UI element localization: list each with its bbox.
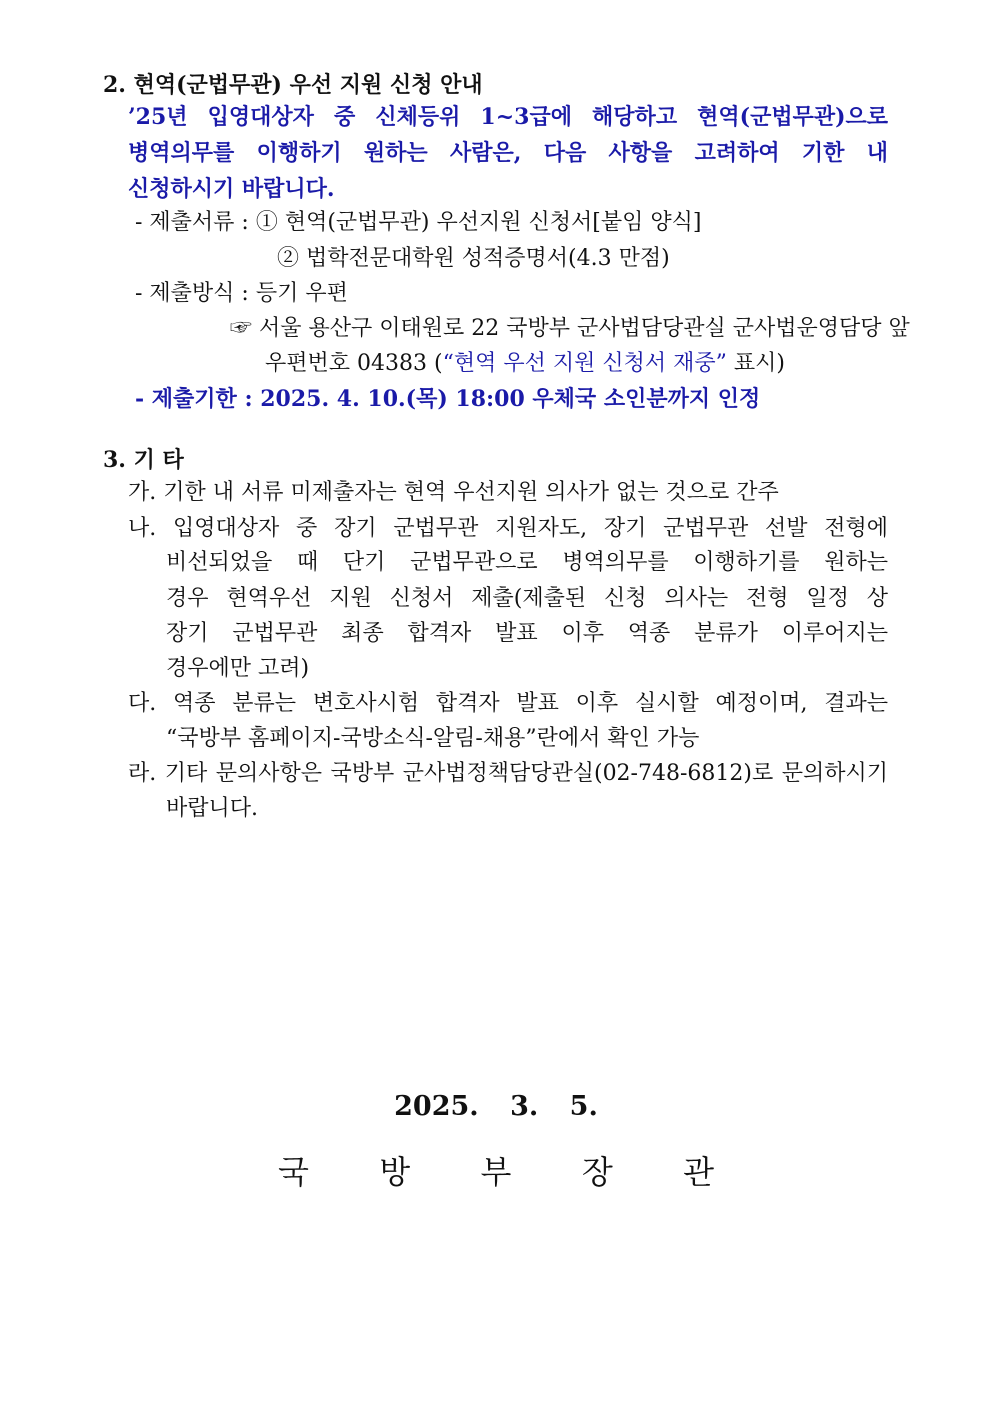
- section2-intro-line-3: 신청하시기 바랍니다.: [128, 176, 335, 202]
- submission-deadline: - 제출기한 : 2025. 4. 10.(목) 18:00 우체국 소인분까지 인정: [135, 386, 761, 412]
- envelope-marking: “현역 우선 지원 신청서 재중”: [442, 351, 727, 376]
- postal-code-suffix: 표시): [726, 351, 785, 376]
- section2-intro-line-2: 병역의무를 이행하기 원하는 사람은, 다음 사항을 고려하여 기한 내: [128, 140, 888, 166]
- section2-intro-line-1: ’25년 입영대상자 중 신체등위 1~3급에 해당하고 현역(군법무관)으로: [128, 104, 888, 130]
- postal-code-prefix: 우편번호 04383 (: [265, 351, 443, 376]
- section2-heading: 2. 현역(군법무관) 우선 지원 신청 안내: [103, 72, 483, 98]
- submission-method: - 제출방식 : 등기 우편: [135, 281, 348, 306]
- issuer-signature: 국 방 부 장 관: [278, 1153, 714, 1191]
- others-item-na-line-4: 장기 군법무관 최종 합격자 발표 이후 역종 분류가 이루어지는: [166, 621, 888, 646]
- postal-code-line: [265, 349, 785, 379]
- document-date: 2025. 3. 5.: [394, 1091, 598, 1122]
- others-item-ga: 가. 기한 내 서류 미제출자는 현역 우선지원 의사가 없는 것으로 간주: [128, 480, 779, 505]
- documents-item-2: ② 법학전문대학원 성적증명서(4.3 만점): [277, 246, 670, 271]
- others-item-na-line-5: 경우에만 고려): [166, 656, 310, 681]
- others-item-na-line-3: 경우 현역우선 지원 신청서 제출(제출된 신청 의사는 전형 일정 상: [166, 586, 888, 611]
- others-item-da-line-2: “국방부 홈페이지-국방소식-알림-채용”란에서 확인 가능: [166, 726, 700, 751]
- others-item-ra-line-2: 바랍니다.: [166, 796, 259, 821]
- others-item-na-line-2: 비선되었을 때 단기 군법무관으로 병역의무를 이행하기를 원하는: [166, 550, 888, 575]
- others-item-da-line-1: 다. 역종 분류는 변호사시험 합격자 발표 이후 실시할 예정이며, 결과는: [128, 691, 888, 716]
- documents-item-1: - 제출서류 : ① 현역(군법무관) 우선지원 신청서[붙임 양식]: [135, 210, 702, 235]
- mailing-address: ☞ 서울 용산구 이태원로 22 국방부 군사법담당관실 군사법운영담당 앞: [230, 316, 910, 341]
- others-item-ra-line-1: 라. 기타 문의사항은 국방부 군사법정책담당관실(02-748-6812)로 문의하시기: [128, 761, 888, 786]
- others-item-na-line-1: 나. 입영대상자 중 장기 군법무관 지원자도, 장기 군법무관 선발 전형에: [128, 516, 888, 541]
- section3-heading: 3. 기 타: [103, 447, 184, 473]
